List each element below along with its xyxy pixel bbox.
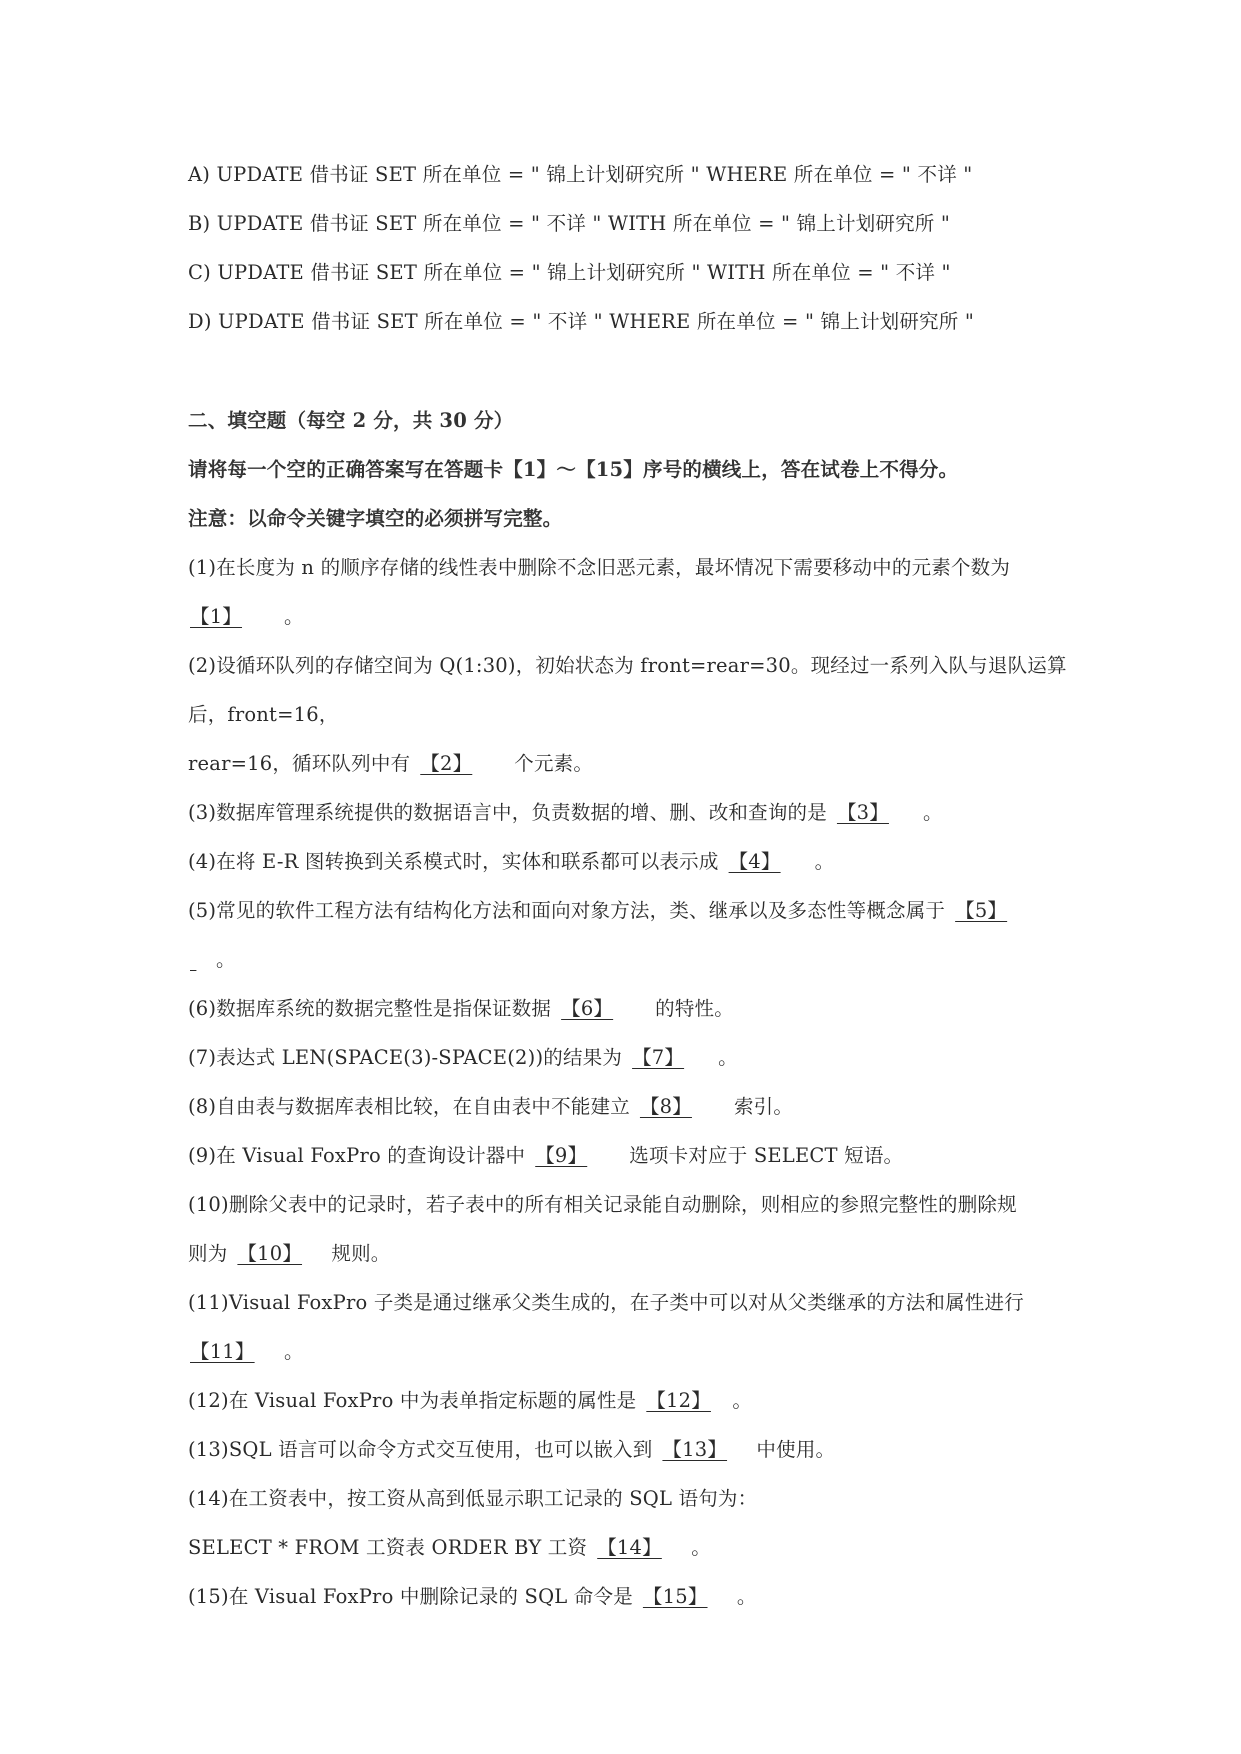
question-1-line2: 【1】 。 xyxy=(190,605,304,628)
blank-14: 【14】 xyxy=(597,1536,662,1559)
blank-15: 【15】 xyxy=(642,1585,708,1608)
question-12: (12)在 Visual FoxPro 中为表单指定标题的属性是 【12】 。 xyxy=(188,1389,753,1412)
blank-13: 【13】 xyxy=(662,1438,728,1461)
question-2-text: (2)设循环队列的存储空间为 Q(1:30)，初始状态为 front=rear=30。现经过一系列入队与退队运算 xyxy=(188,654,1067,677)
option-c: C) UPDATE 借书证 SET 所在单位 = " 锦上计划研究所 " WITH 所在单位 = " 不详 " xyxy=(188,261,951,284)
question-11-text: (11)Visual FoxPro 子类是通过继承父类生成的，在子类中可以对从父类继承的方法和属性进行 xyxy=(188,1291,1024,1314)
blank-6: 【6】 xyxy=(561,997,614,1020)
option-a: A) UPDATE 借书证 SET 所在单位 = " 锦上计划研究所 " WHERE 所在单位 = " 不详 " xyxy=(188,163,973,186)
blank-7: 【7】 xyxy=(632,1046,685,1069)
question-8: (8)自由表与数据库表相比较，在自由表中不能建立 【8】 索引。 xyxy=(188,1095,794,1118)
question-14-text: (14)在工资表中，按工资从高到低显示职工记录的 SQL 语句为： xyxy=(188,1487,758,1510)
blank-3: 【3】 xyxy=(836,801,889,824)
question-5: (5)常见的软件工程方法有结构化方法和面向对象方法，类、继承以及多态性等概念属于 【5】 xyxy=(188,899,1008,922)
question-11-line2: 【11】 。 xyxy=(190,1340,304,1363)
question-6: (6)数据库系统的数据完整性是指保证数据 【6】 的特性。 xyxy=(188,997,734,1020)
blank-1: 【1】 xyxy=(190,605,243,628)
question-2-line3: rear=16，循环队列中有 【2】 个元素。 xyxy=(188,752,594,775)
question-14-line2: SELECT * FROM 工资表 ORDER BY 工资 【14】 。 xyxy=(188,1536,711,1559)
question-10-line2: 则为 【10】 规则。 xyxy=(188,1242,391,1265)
question-4: (4)在将 E-R 图转换到关系模式时，实体和联系都可以表示成 【4】 。 xyxy=(188,850,835,873)
blank-9: 【9】 xyxy=(535,1144,588,1167)
blank-11: 【11】 xyxy=(190,1340,255,1363)
blank-8: 【8】 xyxy=(639,1095,692,1118)
question-13: (13)SQL 语言可以命令方式交互使用，也可以嵌入到 【13】 中使用。 xyxy=(188,1438,836,1461)
question-10-text: (10)删除父表中的记录时，若子表中的所有相关记录能自动删除，则相应的参照完整性的删除规 xyxy=(188,1193,1017,1216)
question-1-text: (1)在长度为 n 的顺序存储的线性表中删除不念旧恶元素，最坏情况下需要移动中的元素个数为 xyxy=(188,556,1011,579)
question-15: (15)在 Visual FoxPro 中删除记录的 SQL 命令是 【15】 。 xyxy=(188,1585,757,1608)
blank-10: 【10】 xyxy=(237,1242,303,1265)
question-9: (9)在 Visual FoxPro 的查询设计器中 【9】 选项卡对应于 SELECT 短语。 xyxy=(188,1144,904,1167)
section-title: 二、填空题（每空 2 分，共 30 分） xyxy=(188,409,514,432)
blank-5-tail xyxy=(188,947,216,973)
question-2-line2: 后，front=16， xyxy=(188,703,339,726)
question-5-line2: 。 xyxy=(188,947,236,973)
blank-4: 【4】 xyxy=(728,850,781,873)
blank-2: 【2】 xyxy=(420,752,473,775)
option-d: D) UPDATE 借书证 SET 所在单位 = " 不详 " WHERE 所在单位 = " 锦上计划研究所 " xyxy=(188,310,975,333)
blank-12: 【12】 xyxy=(646,1389,711,1412)
section-instruction: 请将每一个空的正确答案写在答题卡【1】～【15】序号的横线上，答在试卷上不得分。 xyxy=(188,458,959,481)
question-7: (7)表达式 LEN(SPACE(3)-SPACE(2))的结果为 【7】 。 xyxy=(188,1046,738,1069)
question-3: (3)数据库管理系统提供的数据语言中，负责数据的增、删、改和查询的是 【3】 。 xyxy=(188,801,943,824)
option-b: B) UPDATE 借书证 SET 所在单位 = " 不详 " WITH 所在单位 = " 锦上计划研究所 " xyxy=(188,212,951,235)
blank-5: 【5】 xyxy=(955,899,1008,922)
section-note: 注意：以命令关键字填空的必须拼写完整。 xyxy=(188,507,563,530)
